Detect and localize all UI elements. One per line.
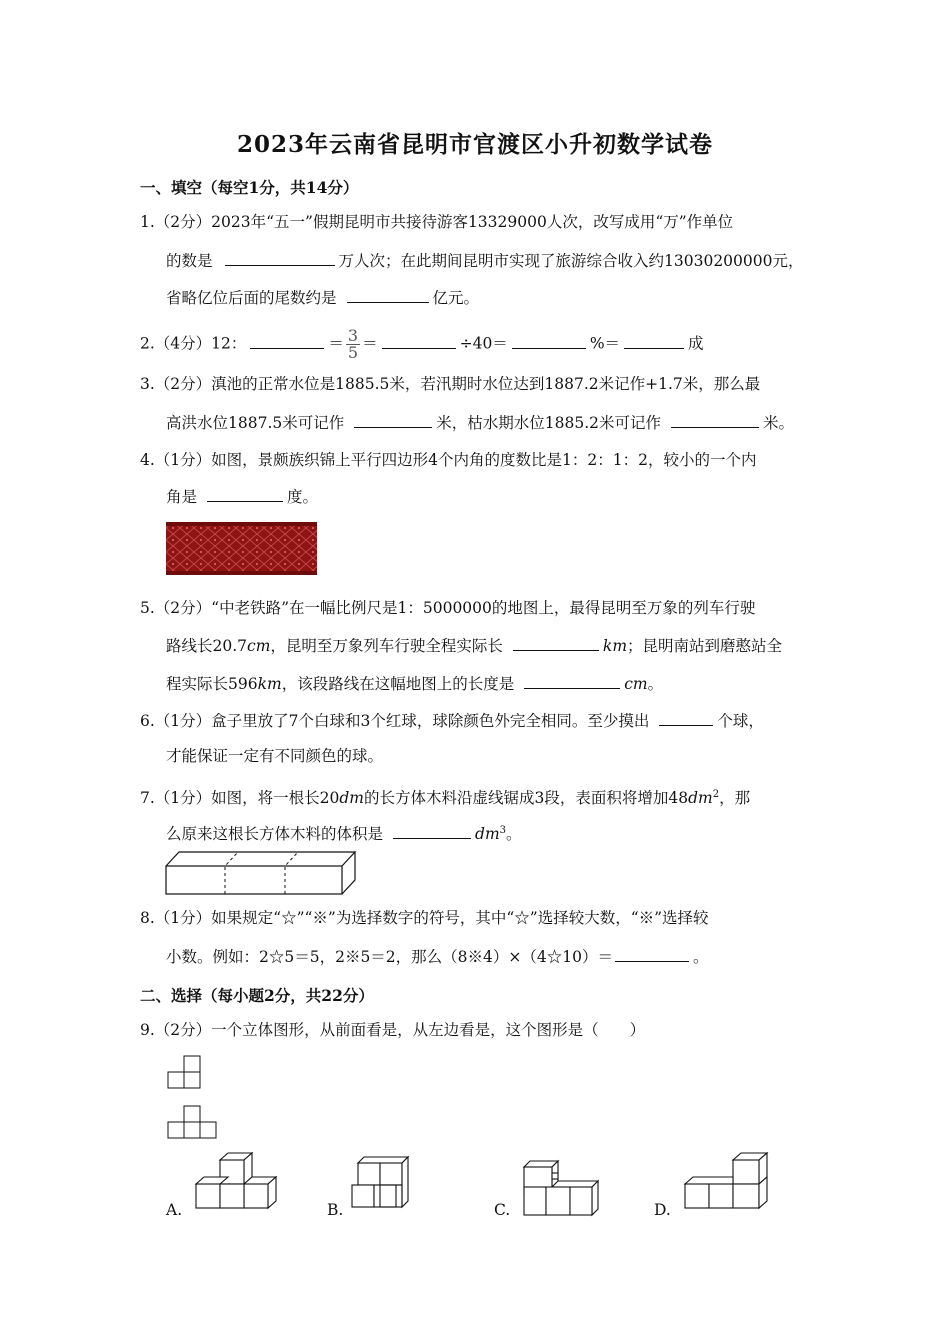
- q1-blank-2[interactable]: [347, 287, 429, 303]
- q2-fraction: [346, 328, 360, 361]
- q8-line2: [166, 946, 708, 967]
- unit-dm: dm: [475, 825, 500, 844]
- q6-text: 个球，: [717, 712, 764, 730]
- q2-text: ÷40＝: [459, 334, 508, 353]
- q4-blank[interactable]: [207, 486, 283, 502]
- brocade-image: [166, 522, 317, 575]
- option-d-label[interactable]: D.: [654, 1201, 671, 1219]
- q1-line2: [166, 250, 804, 271]
- q6-text: 6.（1分）盒子里放了7个白球和3个红球，球除颜色外完全相同。至少摸出: [140, 712, 650, 730]
- q7-text: ，那: [719, 789, 751, 808]
- q2-blank-1[interactable]: [250, 333, 324, 349]
- q4-line1: 4.（1分）如图，景颇族织锦上平行四边形4个内角的度数比是1：2：1：2，较小的一个内: [140, 451, 757, 469]
- fraction-numerator: 3: [347, 326, 359, 345]
- section-heading-fill-blank: 一、填空（每空1分，共14分）: [140, 178, 359, 197]
- q7-blank[interactable]: [393, 823, 471, 839]
- q5-text: ，昆明至万象列车行驶全程实际长: [270, 637, 503, 655]
- q5-blank-1[interactable]: [513, 635, 599, 651]
- unit-cm: cm: [624, 675, 648, 693]
- page-title: 2023年云南省昆明市官渡区小升初数学试卷: [236, 131, 713, 158]
- q2-blank-4[interactable]: [624, 333, 684, 349]
- q1-text: 亿元。: [432, 289, 480, 307]
- fraction-denominator: 5: [347, 343, 359, 362]
- q6-line2: 才能保证一定有不同颜色的球。: [166, 747, 384, 765]
- superscript-3: 3: [499, 825, 507, 836]
- q1-text: 的数是: [166, 252, 213, 270]
- superscript-2: 2: [712, 789, 720, 800]
- option-c-figure[interactable]: [520, 1157, 600, 1219]
- q4-line2: [166, 486, 318, 507]
- unit-km: km: [257, 675, 282, 693]
- front-view-figure: [167, 1055, 203, 1091]
- q1-line1: 1.（2分）2023年“五一”假期昆明市共接待游客13329000人次，改写成用“万”作单位: [140, 213, 734, 231]
- unit-dm: dm: [688, 789, 713, 808]
- unit-km: km: [602, 637, 628, 655]
- q2-text: 2.（4分）12：: [140, 334, 247, 353]
- q4-text: 角是: [166, 488, 198, 506]
- q5-line3: [166, 673, 663, 694]
- q4-text: 度。: [287, 488, 319, 506]
- q7-line1: [140, 785, 750, 808]
- q1-blank-1[interactable]: [225, 250, 335, 266]
- q2-blank-3[interactable]: [512, 333, 586, 349]
- q2-eq: ＝: [328, 334, 344, 353]
- option-a-figure[interactable]: [194, 1150, 278, 1220]
- q3-text: 高洪水位1887.5米可记作: [166, 414, 345, 432]
- q5-text: 。: [647, 675, 664, 693]
- q7-line2: [166, 821, 522, 844]
- q8-line1: 8.（1分）如果规定“☆”“※”为选择数字的符号，其中“☆”选择较大数，“※”选择较: [140, 909, 709, 927]
- section-heading-choice: 二、选择（每小题2分，共22分）: [140, 986, 374, 1005]
- q1-line3: [166, 287, 479, 308]
- option-b-figure[interactable]: [350, 1155, 410, 1221]
- q3-blank-1[interactable]: [354, 412, 432, 428]
- q3-text: 米。: [763, 414, 795, 432]
- q6-line1: [140, 710, 764, 731]
- q3-line2: [166, 412, 794, 433]
- q8-text: 。: [692, 948, 709, 966]
- q5-line1: 5.（2分）“中老铁路”在一幅比例尺是1：5000000的地图上，最得昆明至万象的列车行驶: [140, 599, 756, 617]
- q3-line1: 3.（2分）滇池的正常水位是1885.5米，若汛期时水位达到1887.2米记作+1.7米，那么最: [140, 375, 761, 393]
- q7-text: 。: [506, 825, 522, 844]
- option-c-label[interactable]: C.: [494, 1201, 511, 1219]
- q7-text: 的长方体木料沿虚线锯成3段，表面积将增加48: [364, 789, 689, 808]
- unit-cm: cm: [247, 637, 271, 655]
- q2-line: [140, 328, 704, 361]
- option-d-figure[interactable]: [683, 1150, 771, 1220]
- q9-line1: 9.（2分）一个立体图形，从前面看是，从左边看是，这个图形是（ ）: [140, 1021, 646, 1039]
- unit-dm: dm: [339, 789, 364, 808]
- q2-eq: ＝: [362, 334, 378, 353]
- q3-text: 米，枯水期水位1885.2米可记作: [436, 414, 661, 432]
- q5-text: ；昆明南站到磨憨站全: [627, 637, 783, 655]
- option-a-label[interactable]: A.: [166, 1201, 183, 1219]
- q5-line2: [166, 635, 782, 656]
- q6-blank[interactable]: [659, 710, 713, 726]
- cuboid-figure: [165, 850, 357, 896]
- q5-blank-2[interactable]: [524, 673, 620, 689]
- q3-blank-2[interactable]: [671, 412, 759, 428]
- option-b-label[interactable]: B.: [327, 1201, 344, 1219]
- q1-text: 省略亿位后面的尾数约是: [166, 289, 337, 307]
- q2-text: %＝: [589, 334, 621, 353]
- q2-blank-2[interactable]: [382, 333, 456, 349]
- q5-text: ，该段路线在这幅地图上的长度是: [281, 675, 515, 693]
- q5-text: 程实际长596: [166, 675, 258, 693]
- q1-text: 万人次；在此期间昆明市实现了旅游综合收入约13030200000元，: [338, 252, 804, 270]
- left-view-figure: [167, 1105, 219, 1141]
- q2-text: 成: [688, 334, 704, 353]
- q8-blank[interactable]: [615, 946, 689, 962]
- q8-text: 小数。例如：2☆5＝5，2※5＝2，那么（8※4）×（4☆10）＝: [166, 948, 613, 966]
- q7-text: 7.（1分）如图，将一根长20: [140, 789, 340, 808]
- q5-text: 路线长20.7: [166, 637, 248, 655]
- q7-text: 么原来这根长方体木料的体积是: [166, 825, 384, 844]
